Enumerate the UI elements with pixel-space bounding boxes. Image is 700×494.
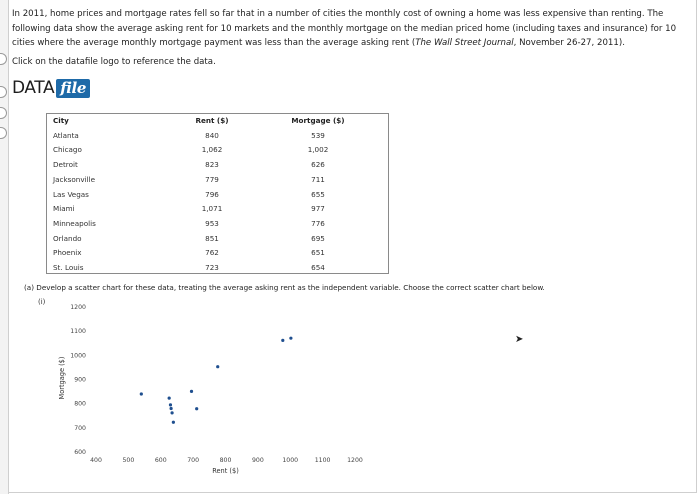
table-cell-mortgage: 539 bbox=[311, 130, 325, 140]
table-cell-rent: 762 bbox=[205, 248, 219, 258]
intro-source-tail: , November 26-27, 2011). bbox=[513, 38, 625, 49]
table-cell-mortgage: 1,002 bbox=[307, 145, 329, 155]
table-cell-rent: 840 bbox=[205, 130, 219, 140]
table-cell-mortgage: 651 bbox=[311, 248, 325, 258]
table-cell-city: Chicago bbox=[53, 145, 82, 155]
data-point bbox=[140, 392, 143, 395]
x-tick-label: 1000 bbox=[282, 457, 299, 464]
table-cell-rent: 851 bbox=[205, 233, 219, 243]
data-point bbox=[168, 397, 171, 400]
y-tick-label: 1200 bbox=[70, 304, 86, 311]
table-header-city: City bbox=[53, 116, 69, 125]
table-cell-rent: 1,071 bbox=[201, 204, 223, 214]
table-cell-rent: 779 bbox=[205, 174, 219, 184]
x-tick-label: 600 bbox=[154, 457, 167, 464]
x-tick-label: 1100 bbox=[314, 457, 331, 464]
table-cell-rent: 953 bbox=[205, 218, 219, 228]
data-point bbox=[170, 411, 173, 414]
table-cell-mortgage: 626 bbox=[311, 160, 325, 170]
table-cell-rent: 723 bbox=[205, 263, 219, 273]
click-instruction: Click on the datafile logo to reference the data. bbox=[12, 57, 216, 67]
x-tick-label: 400 bbox=[90, 457, 102, 464]
table-cell-rent: 823 bbox=[205, 160, 219, 170]
table-cell-mortgage: 977 bbox=[311, 204, 325, 214]
y-tick-label: 600 bbox=[74, 449, 86, 456]
table-header-mortgage: Mortgage ($) bbox=[291, 116, 345, 125]
data-point bbox=[216, 365, 219, 368]
data-point bbox=[172, 421, 175, 424]
data-point bbox=[170, 407, 173, 410]
table-cell-mortgage: 711 bbox=[311, 174, 325, 184]
y-tick-label: 900 bbox=[74, 376, 86, 384]
data-point bbox=[169, 403, 172, 406]
table-cell-city: Miami bbox=[53, 204, 75, 214]
x-axis-label: Rent ($) bbox=[212, 467, 239, 475]
data-point bbox=[289, 337, 292, 340]
table-cell-rent: 796 bbox=[205, 189, 219, 199]
x-tick-label: 500 bbox=[122, 457, 135, 464]
data-point bbox=[190, 390, 193, 393]
x-tick-label: 700 bbox=[187, 457, 200, 464]
table-cell-rent: 1,062 bbox=[201, 145, 223, 155]
question-a: (a) Develop a scatter chart for these data, treating the average asking rent as the independent variable. Choose the correct scatter chart below. bbox=[24, 283, 545, 292]
x-tick-label: 800 bbox=[219, 457, 232, 464]
table-cell-city: Detroit bbox=[53, 160, 78, 170]
table-cell-city: Jacksonville bbox=[53, 174, 96, 184]
table-cell-city: Phoenix bbox=[53, 248, 82, 258]
table-cell-mortgage: 654 bbox=[311, 263, 325, 273]
intro-text: In 2011, home prices and mortgage rates fell so far that in a number of cities the monthly cost of owning a home was less expensive than renting. The following data show the average asking rent for 10 markets and the monthly mortgage on the median priced home (including taxes and insurance) for 10 cities where the average monthly mortgage payment was less than the average asking rent ( bbox=[12, 9, 677, 49]
table-cell-city: Las Vegas bbox=[53, 189, 89, 199]
table-cell-city: Atlanta bbox=[53, 130, 79, 140]
y-tick-label: 800 bbox=[74, 400, 86, 408]
y-tick-label: 700 bbox=[74, 424, 86, 432]
x-tick-label: 900 bbox=[251, 457, 264, 464]
y-tick-label: 1000 bbox=[70, 352, 86, 360]
table-cell-city: Orlando bbox=[53, 233, 82, 243]
table-cell-city: St. Louis bbox=[53, 263, 84, 273]
y-tick-label: 1100 bbox=[70, 328, 86, 336]
table-header-rent: Rent ($) bbox=[195, 116, 229, 125]
option-label: (i) bbox=[38, 298, 46, 306]
y-axis-label: Mortgage ($) bbox=[58, 356, 66, 400]
data-point bbox=[195, 407, 198, 410]
mouse-cursor-icon: ➤ bbox=[515, 334, 524, 345]
datafile-logo-prefix: DATA bbox=[12, 78, 55, 98]
table-cell-mortgage: 776 bbox=[311, 218, 325, 228]
intro-source: The Wall Street Journal bbox=[415, 38, 514, 49]
table-cell-mortgage: 655 bbox=[311, 189, 325, 199]
data-point bbox=[281, 339, 284, 342]
datafile-logo-suffix: file bbox=[56, 79, 90, 98]
table-cell-city: Minneapolis bbox=[53, 218, 96, 228]
table-cell-mortgage: 695 bbox=[311, 233, 325, 243]
x-tick-label: 1200 bbox=[347, 457, 363, 464]
